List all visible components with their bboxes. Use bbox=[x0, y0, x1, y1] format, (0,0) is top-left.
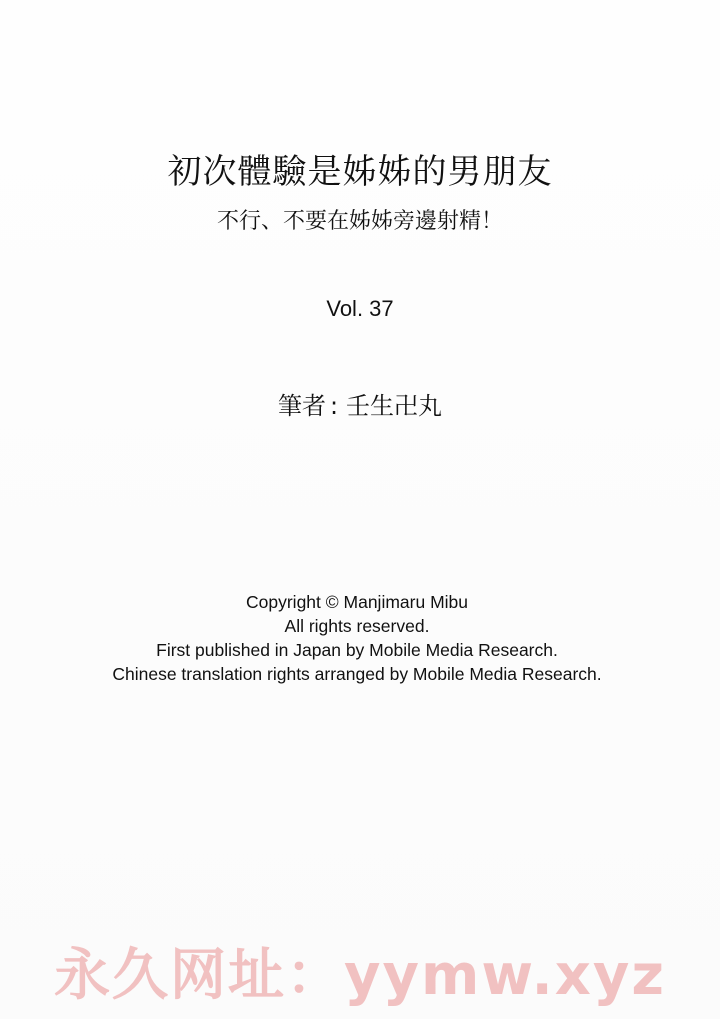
copyright-block bbox=[0, 590, 714, 686]
author-separator: : bbox=[329, 392, 339, 420]
author-name: 壬生卍丸 bbox=[346, 392, 443, 420]
translation-rights-line: Chinese translation rights arranged by Mobile Media Research. bbox=[112, 664, 602, 684]
volume-number: Vol. 37 bbox=[326, 296, 394, 321]
book-title: 初次體驗是姊姊的男朋友 bbox=[167, 152, 553, 192]
copyright-line: Copyright © Manjimaru Mibu bbox=[246, 592, 468, 612]
author-label: 筆者 bbox=[277, 392, 326, 420]
url-watermark: 永久网址：yymw.xyz bbox=[53, 943, 666, 1008]
author-line bbox=[0, 388, 720, 424]
publication-line: First published in Japan by Mobile Media Research. bbox=[156, 640, 558, 660]
rights-reserved-line: All rights reserved. bbox=[284, 616, 430, 636]
book-subtitle: 不行、不要在姊姊旁邊射精！ bbox=[216, 209, 503, 234]
